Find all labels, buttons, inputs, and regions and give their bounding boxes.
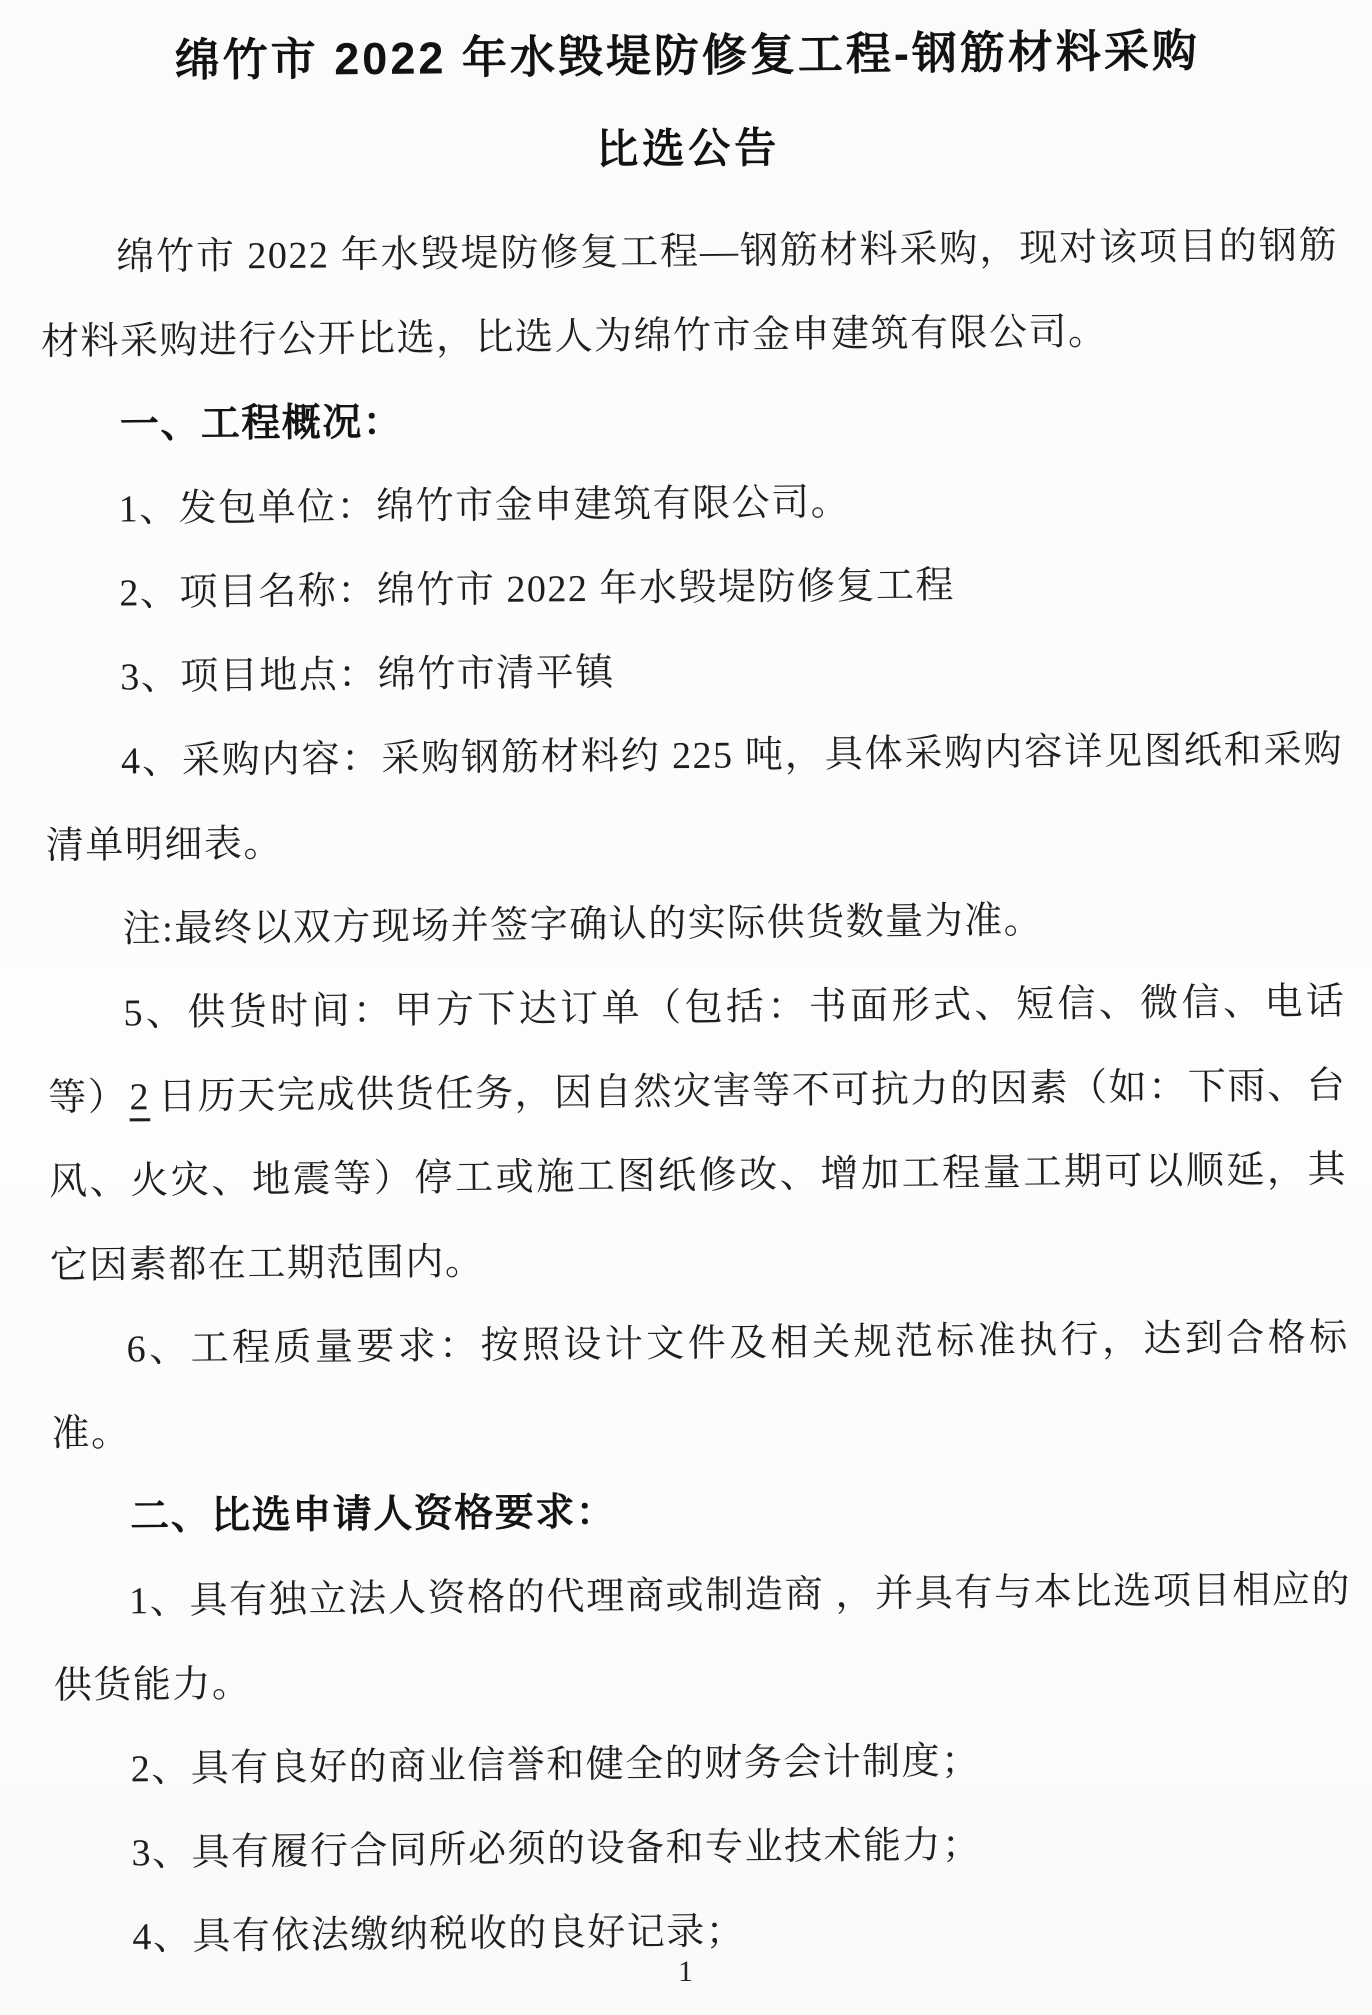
overview-item-project-location: 3、项目地点：绵竹市清平镇 [120,651,615,699]
overview-note: 注:最终以双方现场并签字确认的实际供货数量为准。 [122,899,1044,951]
section-qualification-heading: 二、比选申请人资格要求： [130,1490,617,1539]
qualification-item-reputation: 2、具有良好的商业信誉和健全的财务会计制度； [130,1740,981,1791]
overview-item-contracting-unit: 1、发包单位：绵竹市金申建筑有限公司。 [118,481,851,531]
intro-paragraph: 绵竹市 2022 年水毁堤防修复工程—钢筋材料采购，现对该项目的钢筋材料采购进行公开比选，比选人为绵竹市金申建筑有限公司。 [40,224,1339,364]
qualification-item-tax-record: 4、具有依法缴纳税收的良好记录； [132,1910,746,1959]
page-number: 1 [678,1955,694,1988]
qualification-item-legal-entity: 1、具有独立法人资格的代理商或制造商 ，并具有与本比选项目相应的供货能力。 [53,1568,1352,1708]
section-overview-heading: 一、工程概况： [119,400,404,447]
delivery-time-lead: 5、供货时间：甲方下达订单（包括：书面形式、短信、微信、电话等） [48,980,1346,1120]
document-subtitle: 比选公告 [595,124,781,173]
overview-item-quality-requirement: 6、工程质量要求：按照设计文件及相关规范标准执行，达到合格标准。 [51,1316,1349,1456]
document-content [38,18,1355,1980]
qualification-item-equipment: 3、具有履行合同所必须的设备和专业技术能力； [131,1824,982,1875]
overview-item-procurement-content: 4、采购内容：采购钢筋材料约 225 吨，具体采购内容详见图纸和采购清单明细表。 [45,728,1344,868]
overview-item-project-name: 2、项目名称：绵竹市 2022 年水毁堤防修复工程 [119,564,956,615]
delivery-days-value: 2 [129,1076,151,1119]
document-title: 绵竹市 2022 年水毁堤防修复工程-钢筋材料采购 [174,25,1201,86]
delivery-time-rest: 日历天完成供货任务，因自然灾害等不可抗力的因素（如：下雨、台风、火灾、地震等）停工或施工图纸修改、增加工程量工期可以顺延，其它因素都在工期范围内。 [48,1064,1348,1288]
overview-item-delivery-time [47,960,1348,1308]
